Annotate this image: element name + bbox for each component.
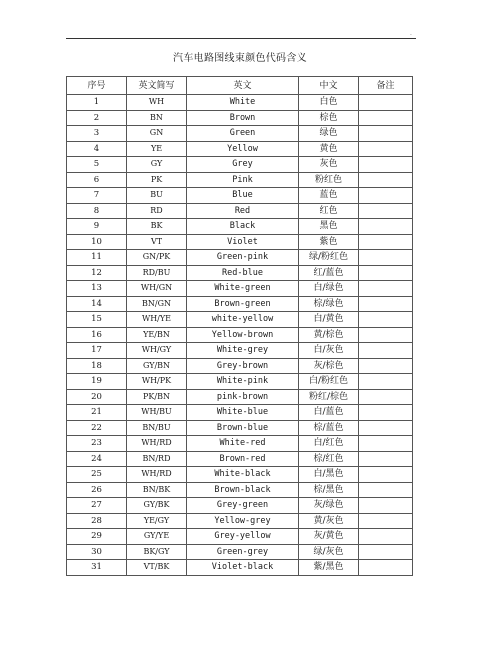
table-row bbox=[67, 374, 413, 390]
row-index-cell: 28 bbox=[67, 513, 127, 529]
row-index-cell: 29 bbox=[67, 529, 127, 545]
table-row bbox=[67, 436, 413, 452]
row-index-cell: 24 bbox=[67, 451, 127, 467]
row-abbreviation-cell: RD/BU bbox=[127, 265, 187, 281]
table-row bbox=[67, 126, 413, 142]
row-chinese-cell: 黄色 bbox=[299, 141, 359, 157]
row-index-cell: 12 bbox=[67, 265, 127, 281]
row-remarks-cell bbox=[359, 405, 413, 421]
row-index-cell: 3 bbox=[67, 126, 127, 142]
column-header-index: 序号 bbox=[67, 77, 127, 95]
row-abbreviation-cell: WH/RD bbox=[127, 467, 187, 483]
row-chinese-cell: 灰/绿色 bbox=[299, 498, 359, 514]
table-row bbox=[67, 405, 413, 421]
row-chinese-cell: 绿/粉红色 bbox=[299, 250, 359, 266]
table-row bbox=[67, 203, 413, 219]
table-row bbox=[67, 312, 413, 328]
row-remarks-cell bbox=[359, 544, 413, 560]
row-remarks-cell bbox=[359, 467, 413, 483]
row-chinese-cell: 绿色 bbox=[299, 126, 359, 142]
row-english-cell: Grey-brown bbox=[187, 358, 299, 374]
row-chinese-cell: 白/黄色 bbox=[299, 312, 359, 328]
table-row bbox=[67, 358, 413, 374]
table-row bbox=[67, 420, 413, 436]
row-index-cell: 11 bbox=[67, 250, 127, 266]
row-english-cell: Violet bbox=[187, 234, 299, 250]
row-remarks-cell bbox=[359, 513, 413, 529]
row-chinese-cell: 灰/黄色 bbox=[299, 529, 359, 545]
table-row bbox=[67, 343, 413, 359]
row-remarks-cell bbox=[359, 110, 413, 126]
table-row bbox=[67, 281, 413, 297]
row-abbreviation-cell: WH/RD bbox=[127, 436, 187, 452]
row-index-cell: 27 bbox=[67, 498, 127, 514]
row-remarks-cell bbox=[359, 234, 413, 250]
row-english-cell: Green-grey bbox=[187, 544, 299, 560]
row-remarks-cell bbox=[359, 126, 413, 142]
row-index-cell: 30 bbox=[67, 544, 127, 560]
row-english-cell: Green bbox=[187, 126, 299, 142]
row-english-cell: Blue bbox=[187, 188, 299, 204]
row-abbreviation-cell: BU bbox=[127, 188, 187, 204]
row-abbreviation-cell: VT bbox=[127, 234, 187, 250]
row-chinese-cell: 白/粉红色 bbox=[299, 374, 359, 390]
column-header-english: 英文 bbox=[187, 77, 299, 95]
row-english-cell: White-blue bbox=[187, 405, 299, 421]
row-abbreviation-cell: BN/BK bbox=[127, 482, 187, 498]
row-remarks-cell bbox=[359, 219, 413, 235]
table-row bbox=[67, 467, 413, 483]
row-chinese-cell: 棕/黑色 bbox=[299, 482, 359, 498]
row-index-cell: 23 bbox=[67, 436, 127, 452]
row-english-cell: white-yellow bbox=[187, 312, 299, 328]
row-index-cell: 25 bbox=[67, 467, 127, 483]
row-english-cell: Brown bbox=[187, 110, 299, 126]
row-index-cell: 4 bbox=[67, 141, 127, 157]
table-row bbox=[67, 250, 413, 266]
row-index-cell: 18 bbox=[67, 358, 127, 374]
row-english-cell: Brown-red bbox=[187, 451, 299, 467]
row-remarks-cell bbox=[359, 265, 413, 281]
row-abbreviation-cell: GY bbox=[127, 157, 187, 173]
table-row bbox=[67, 110, 413, 126]
row-abbreviation-cell: YE/BN bbox=[127, 327, 187, 343]
row-english-cell: White-black bbox=[187, 467, 299, 483]
row-abbreviation-cell: WH bbox=[127, 95, 187, 111]
row-chinese-cell: 红色 bbox=[299, 203, 359, 219]
table-row bbox=[67, 141, 413, 157]
row-english-cell: Grey-green bbox=[187, 498, 299, 514]
row-english-cell: Red-blue bbox=[187, 265, 299, 281]
row-english-cell: White-green bbox=[187, 281, 299, 297]
row-english-cell: Green-pink bbox=[187, 250, 299, 266]
row-chinese-cell: 灰色 bbox=[299, 157, 359, 173]
row-english-cell: Brown-blue bbox=[187, 420, 299, 436]
row-abbreviation-cell: VT/BK bbox=[127, 560, 187, 576]
row-index-cell: 10 bbox=[67, 234, 127, 250]
row-chinese-cell: 白色 bbox=[299, 95, 359, 111]
row-english-cell: Pink bbox=[187, 172, 299, 188]
row-remarks-cell bbox=[359, 343, 413, 359]
row-remarks-cell bbox=[359, 358, 413, 374]
row-english-cell: Black bbox=[187, 219, 299, 235]
table-row bbox=[67, 296, 413, 312]
table-row bbox=[67, 513, 413, 529]
row-chinese-cell: 蓝色 bbox=[299, 188, 359, 204]
row-abbreviation-cell: WH/GY bbox=[127, 343, 187, 359]
row-index-cell: 21 bbox=[67, 405, 127, 421]
table-row bbox=[67, 451, 413, 467]
table-row bbox=[67, 219, 413, 235]
row-remarks-cell bbox=[359, 188, 413, 204]
table-header-row bbox=[67, 77, 413, 95]
row-english-cell: Yellow bbox=[187, 141, 299, 157]
row-abbreviation-cell: WH/PK bbox=[127, 374, 187, 390]
row-english-cell: White-grey bbox=[187, 343, 299, 359]
row-index-cell: 7 bbox=[67, 188, 127, 204]
column-header-remarks: 备注 bbox=[359, 77, 413, 95]
row-remarks-cell bbox=[359, 281, 413, 297]
row-index-cell: 8 bbox=[67, 203, 127, 219]
row-english-cell: Yellow-brown bbox=[187, 327, 299, 343]
row-index-cell: 14 bbox=[67, 296, 127, 312]
wire-color-code-table bbox=[66, 76, 413, 576]
document-title: 汽车电路图线束颜色代码含义 bbox=[173, 53, 307, 64]
header-rule bbox=[66, 38, 416, 39]
row-index-cell: 13 bbox=[67, 281, 127, 297]
row-remarks-cell bbox=[359, 560, 413, 576]
row-chinese-cell: 粉红/棕色 bbox=[299, 389, 359, 405]
row-english-cell: Yellow-grey bbox=[187, 513, 299, 529]
row-remarks-cell bbox=[359, 312, 413, 328]
table-row bbox=[67, 529, 413, 545]
table-row bbox=[67, 188, 413, 204]
row-abbreviation-cell: GY/YE bbox=[127, 529, 187, 545]
row-index-cell: 19 bbox=[67, 374, 127, 390]
row-abbreviation-cell: YE/GY bbox=[127, 513, 187, 529]
row-chinese-cell: 红/蓝色 bbox=[299, 265, 359, 281]
row-abbreviation-cell: WH/YE bbox=[127, 312, 187, 328]
row-abbreviation-cell: GN bbox=[127, 126, 187, 142]
row-remarks-cell bbox=[359, 529, 413, 545]
column-header-chinese: 中文 bbox=[299, 77, 359, 95]
row-index-cell: 15 bbox=[67, 312, 127, 328]
table-row bbox=[67, 482, 413, 498]
column-header-abbreviation: 英文简写 bbox=[127, 77, 187, 95]
row-english-cell: Brown-green bbox=[187, 296, 299, 312]
row-abbreviation-cell: RD bbox=[127, 203, 187, 219]
row-remarks-cell bbox=[359, 327, 413, 343]
row-abbreviation-cell: GN/PK bbox=[127, 250, 187, 266]
row-remarks-cell bbox=[359, 420, 413, 436]
row-index-cell: 1 bbox=[67, 95, 127, 111]
row-english-cell: pink-brown bbox=[187, 389, 299, 405]
row-chinese-cell: 白/灰色 bbox=[299, 343, 359, 359]
row-chinese-cell: 白/蓝色 bbox=[299, 405, 359, 421]
row-abbreviation-cell: BK/GY bbox=[127, 544, 187, 560]
row-index-cell: 16 bbox=[67, 327, 127, 343]
row-index-cell: 31 bbox=[67, 560, 127, 576]
row-remarks-cell bbox=[359, 157, 413, 173]
row-abbreviation-cell: WH/GN bbox=[127, 281, 187, 297]
row-chinese-cell: 白/黑色 bbox=[299, 467, 359, 483]
table-body bbox=[67, 95, 413, 576]
row-index-cell: 17 bbox=[67, 343, 127, 359]
row-chinese-cell: 棕/蓝色 bbox=[299, 420, 359, 436]
row-index-cell: 9 bbox=[67, 219, 127, 235]
row-english-cell: White bbox=[187, 95, 299, 111]
row-chinese-cell: 棕色 bbox=[299, 110, 359, 126]
row-chinese-cell: 紫/黑色 bbox=[299, 560, 359, 576]
row-remarks-cell bbox=[359, 436, 413, 452]
row-remarks-cell bbox=[359, 296, 413, 312]
page-corner-mark: . bbox=[410, 30, 412, 37]
row-remarks-cell bbox=[359, 482, 413, 498]
row-chinese-cell: 黑色 bbox=[299, 219, 359, 235]
row-abbreviation-cell: BN/GN bbox=[127, 296, 187, 312]
row-chinese-cell: 紫色 bbox=[299, 234, 359, 250]
row-abbreviation-cell: GY/BN bbox=[127, 358, 187, 374]
row-remarks-cell bbox=[359, 451, 413, 467]
table-row bbox=[67, 560, 413, 576]
row-remarks-cell bbox=[359, 374, 413, 390]
row-remarks-cell bbox=[359, 203, 413, 219]
table-row bbox=[67, 498, 413, 514]
row-chinese-cell: 白/绿色 bbox=[299, 281, 359, 297]
row-english-cell: Brown-black bbox=[187, 482, 299, 498]
row-english-cell: White-red bbox=[187, 436, 299, 452]
row-chinese-cell: 粉红色 bbox=[299, 172, 359, 188]
row-remarks-cell bbox=[359, 172, 413, 188]
row-index-cell: 6 bbox=[67, 172, 127, 188]
row-chinese-cell: 灰/棕色 bbox=[299, 358, 359, 374]
row-index-cell: 5 bbox=[67, 157, 127, 173]
row-remarks-cell bbox=[359, 250, 413, 266]
row-english-cell: Violet-black bbox=[187, 560, 299, 576]
row-abbreviation-cell: BN bbox=[127, 110, 187, 126]
table-row bbox=[67, 265, 413, 281]
row-index-cell: 20 bbox=[67, 389, 127, 405]
table-row bbox=[67, 389, 413, 405]
row-index-cell: 22 bbox=[67, 420, 127, 436]
row-abbreviation-cell: BK bbox=[127, 219, 187, 235]
table-row bbox=[67, 327, 413, 343]
row-index-cell: 26 bbox=[67, 482, 127, 498]
row-abbreviation-cell: BN/BU bbox=[127, 420, 187, 436]
row-abbreviation-cell: PK/BN bbox=[127, 389, 187, 405]
table-row bbox=[67, 157, 413, 173]
row-english-cell: White-pink bbox=[187, 374, 299, 390]
table-row bbox=[67, 172, 413, 188]
row-english-cell: Grey-yellow bbox=[187, 529, 299, 545]
row-index-cell: 2 bbox=[67, 110, 127, 126]
table-row bbox=[67, 544, 413, 560]
row-chinese-cell: 棕/红色 bbox=[299, 451, 359, 467]
row-remarks-cell bbox=[359, 498, 413, 514]
row-abbreviation-cell: YE bbox=[127, 141, 187, 157]
row-chinese-cell: 黄/棕色 bbox=[299, 327, 359, 343]
row-chinese-cell: 黄/灰色 bbox=[299, 513, 359, 529]
row-chinese-cell: 绿/灰色 bbox=[299, 544, 359, 560]
row-remarks-cell bbox=[359, 95, 413, 111]
row-remarks-cell bbox=[359, 389, 413, 405]
row-remarks-cell bbox=[359, 141, 413, 157]
table-row bbox=[67, 234, 413, 250]
table-row bbox=[67, 95, 413, 111]
row-english-cell: Grey bbox=[187, 157, 299, 173]
row-abbreviation-cell: WH/BU bbox=[127, 405, 187, 421]
row-chinese-cell: 棕/绿色 bbox=[299, 296, 359, 312]
row-abbreviation-cell: PK bbox=[127, 172, 187, 188]
row-english-cell: Red bbox=[187, 203, 299, 219]
row-abbreviation-cell: BN/RD bbox=[127, 451, 187, 467]
row-chinese-cell: 白/红色 bbox=[299, 436, 359, 452]
row-abbreviation-cell: GY/BK bbox=[127, 498, 187, 514]
